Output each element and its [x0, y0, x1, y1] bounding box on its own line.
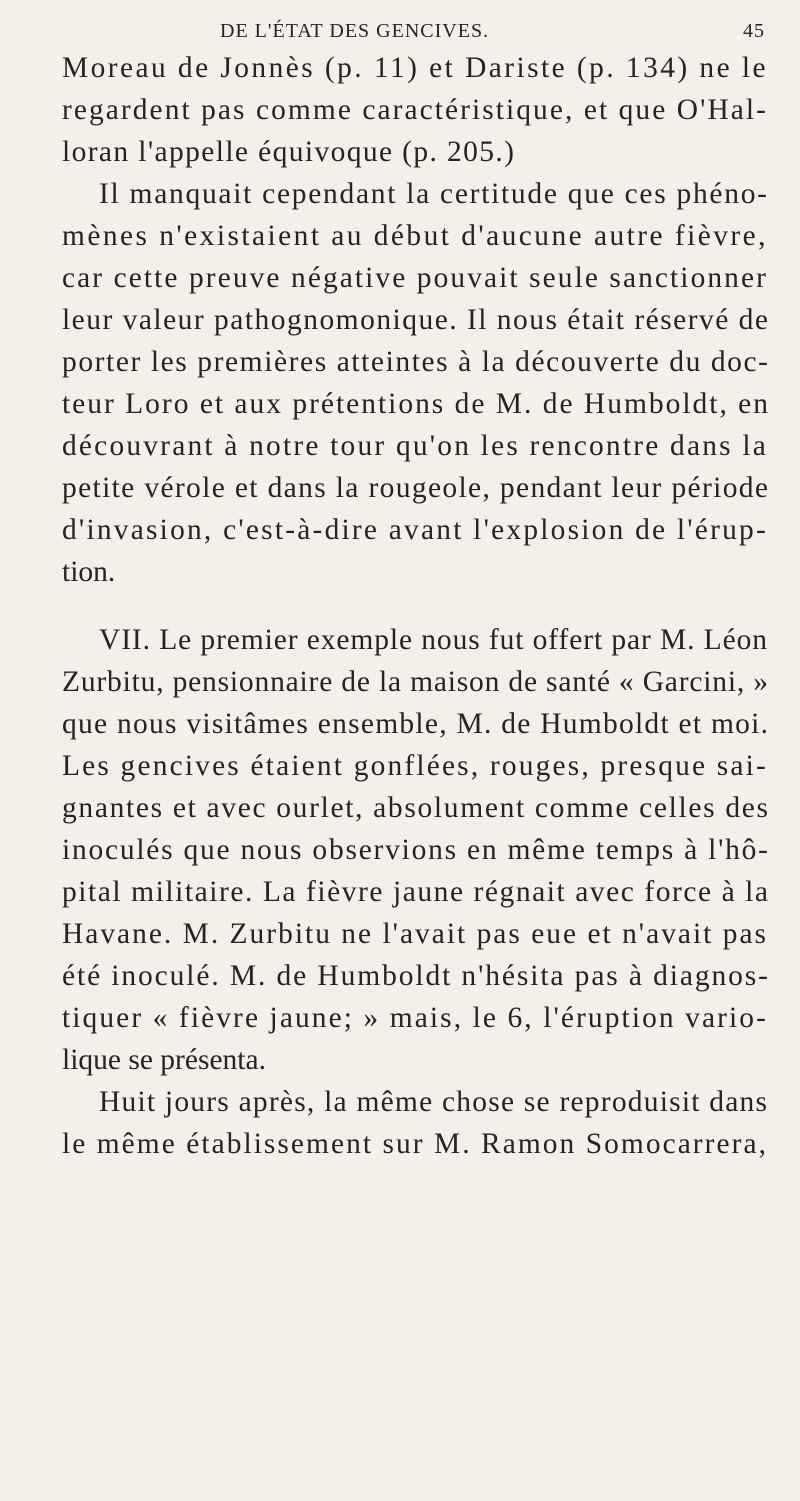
text-line: porter les premières atteintes à la découverte du doc- [62, 346, 770, 378]
text-line: gnantes et avec ourlet, absolument comme celles des [62, 792, 770, 824]
text-line: regardent pas comme caractéristique, et que O'Hal- [62, 94, 768, 126]
text-line: Zurbitu, pensionnaire de la maison de santé « Garcini, » [62, 666, 769, 698]
text-line: Havane. M. Zurbitu ne l'avait pas eue et n'avait pas [62, 918, 768, 950]
text-line: leur valeur pathognomonique. Il nous était réservé de [62, 304, 770, 336]
text-line: lique se présenta. [62, 1044, 266, 1076]
text-line: que nous visitâmes ensemble, M. de Humboldt et moi. [62, 708, 770, 740]
text-line: été inoculé. M. de Humboldt n'hésita pas à diagnos- [62, 960, 770, 992]
text-line: petite vérole et dans la rougeole, pendant leur période [62, 472, 770, 504]
text-line: Il manquait cependant la certitude que ces phéno- [99, 178, 769, 210]
text-line: car cette preuve négative pouvait seule sanctionner [62, 262, 768, 294]
text-line: tiquer « fièvre jaune; » mais, le 6, l'éruption vario- [62, 1002, 768, 1034]
text-line: Les gencives étaient gonflées, rouges, presque sai- [62, 750, 768, 782]
text-line: loran l'appelle équivoque (p. 205.) [62, 136, 516, 168]
text-line: mènes n'existaient au début d'aucune autre fièvre, [62, 220, 768, 252]
page-number: 45 [743, 20, 765, 42]
running-title: DE L'ÉTAT DES GENCIVES. [220, 20, 490, 42]
text-line: le même établissement sur M. Ramon Somocarrera, [62, 1128, 768, 1160]
text-line: tion. [62, 556, 116, 588]
text-line: VII. Le premier exemple nous fut offert par M. Léon [99, 624, 768, 656]
text-line: Moreau de Jonnès (p. 11) et Dariste (p. 134) ne le [62, 52, 768, 84]
text-line: découvrant à notre tour qu'on les rencontre dans la [62, 430, 768, 462]
text-line: inoculés que nous observions en même temps à l'hô- [62, 834, 770, 866]
text-line: d'invasion, c'est-à-dire avant l'explosion de l'érup- [62, 514, 768, 546]
text-line: Huit jours après, la même chose se reproduisit dans [99, 1086, 769, 1118]
text-line: pital militaire. La fièvre jaune régnait avec force à la [62, 876, 770, 908]
text-line: teur Loro et aux prétentions de M. de Humboldt, en [62, 388, 770, 420]
